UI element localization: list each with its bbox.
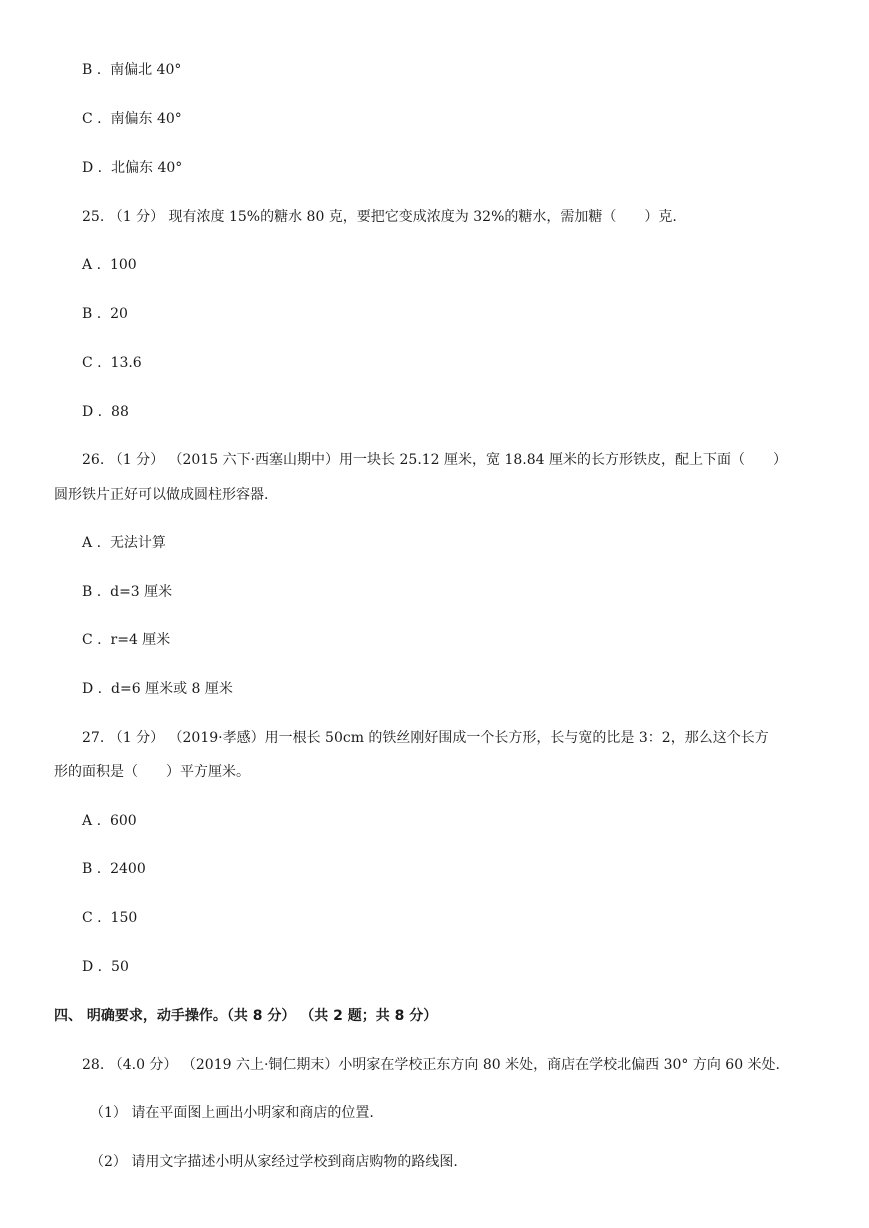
option-c: C . r=4 厘米 — [82, 632, 171, 648]
option-key: C — [82, 910, 93, 926]
option-text: 88 — [111, 404, 129, 420]
option-key: B — [82, 861, 93, 877]
option-key: A — [82, 813, 93, 829]
option-text: 50 — [111, 959, 129, 975]
option-text: 100 — [109, 257, 137, 273]
option-key: C — [82, 111, 93, 127]
option-text: 13.6 — [110, 355, 142, 371]
option-c: C . 150 — [82, 910, 138, 926]
option-text: 北偏东 40° — [111, 160, 183, 176]
option-key: D — [82, 959, 94, 975]
option-a: A . 600 — [82, 813, 137, 829]
option-text: 南偏北 40° — [110, 62, 182, 78]
question-27-stem: 27. （1 分） （2019·孝感）用一根长 50cm 的铁丝刚好围成一个长方形，长与宽的比是 3：2，那么这个长方 — [82, 730, 769, 746]
option-key: B — [82, 584, 93, 600]
option-key: A — [82, 535, 93, 551]
option-text: 20 — [110, 306, 128, 322]
question-26-stem: 26. （1 分） （2015 六下·西塞山期中）用一块长 25.12 厘米，宽 18.84 厘米的长方形铁皮，配上下面（ ） — [82, 452, 788, 468]
option-d: D . 88 — [82, 404, 129, 420]
option-text: 2400 — [110, 861, 146, 877]
option-c: C . 南偏东 40° — [82, 111, 182, 127]
option-key: B — [82, 306, 93, 322]
question-27-stem-cont: 形的面积是（ ）平方厘米。 — [54, 764, 250, 780]
question-26-stem-cont: 圆形铁片正好可以做成圆柱形容器. — [54, 487, 269, 503]
option-key: D — [82, 160, 94, 176]
option-text: r=4 厘米 — [110, 632, 171, 648]
option-key: C — [82, 355, 93, 371]
option-key: D — [82, 681, 94, 697]
option-text: d=6 厘米或 8 厘米 — [111, 681, 233, 697]
option-b: B . d=3 厘米 — [82, 584, 173, 600]
option-a: A . 无法计算 — [82, 535, 166, 551]
option-d: D . 北偏东 40° — [82, 160, 183, 176]
section-heading: 四、 明确要求，动手操作。（共 8 分） （共 2 题；共 8 分） — [54, 1008, 438, 1024]
option-text: 南偏东 40° — [110, 111, 182, 127]
option-text: d=3 厘米 — [110, 584, 173, 600]
option-b: B . 南偏北 40° — [82, 62, 182, 78]
question-28-stem: 28. （4.0 分） （2019 六上·铜仁期末）小明家在学校正东方向 80 米处，商店在学校北偏西 30° 方向 60 米处. — [82, 1057, 781, 1073]
option-c: C . 13.6 — [82, 355, 142, 371]
option-key: B — [82, 62, 93, 78]
option-d: D . d=6 厘米或 8 厘米 — [82, 681, 233, 697]
option-b: B . 2400 — [82, 861, 146, 877]
question-28-sub-1: （1） 请在平面图上画出小明家和商店的位置. — [90, 1105, 374, 1121]
option-text: 无法计算 — [109, 535, 166, 551]
option-text: 150 — [110, 910, 138, 926]
option-text: 600 — [109, 813, 137, 829]
option-key: D — [82, 404, 94, 420]
option-key: A — [82, 257, 93, 273]
option-d: D . 50 — [82, 959, 129, 975]
question-28-sub-2: （2） 请用文字描述小明从家经过学校到商店购物的路线图. — [90, 1154, 458, 1170]
option-b: B . 20 — [82, 306, 128, 322]
question-25-stem: 25. （1 分） 现有浓度 15%的糖水 80 克，要把它变成浓度为 32%的糖水，需加糖（ ）克. — [82, 209, 677, 225]
option-a: A . 100 — [82, 257, 137, 273]
option-key: C — [82, 632, 93, 648]
